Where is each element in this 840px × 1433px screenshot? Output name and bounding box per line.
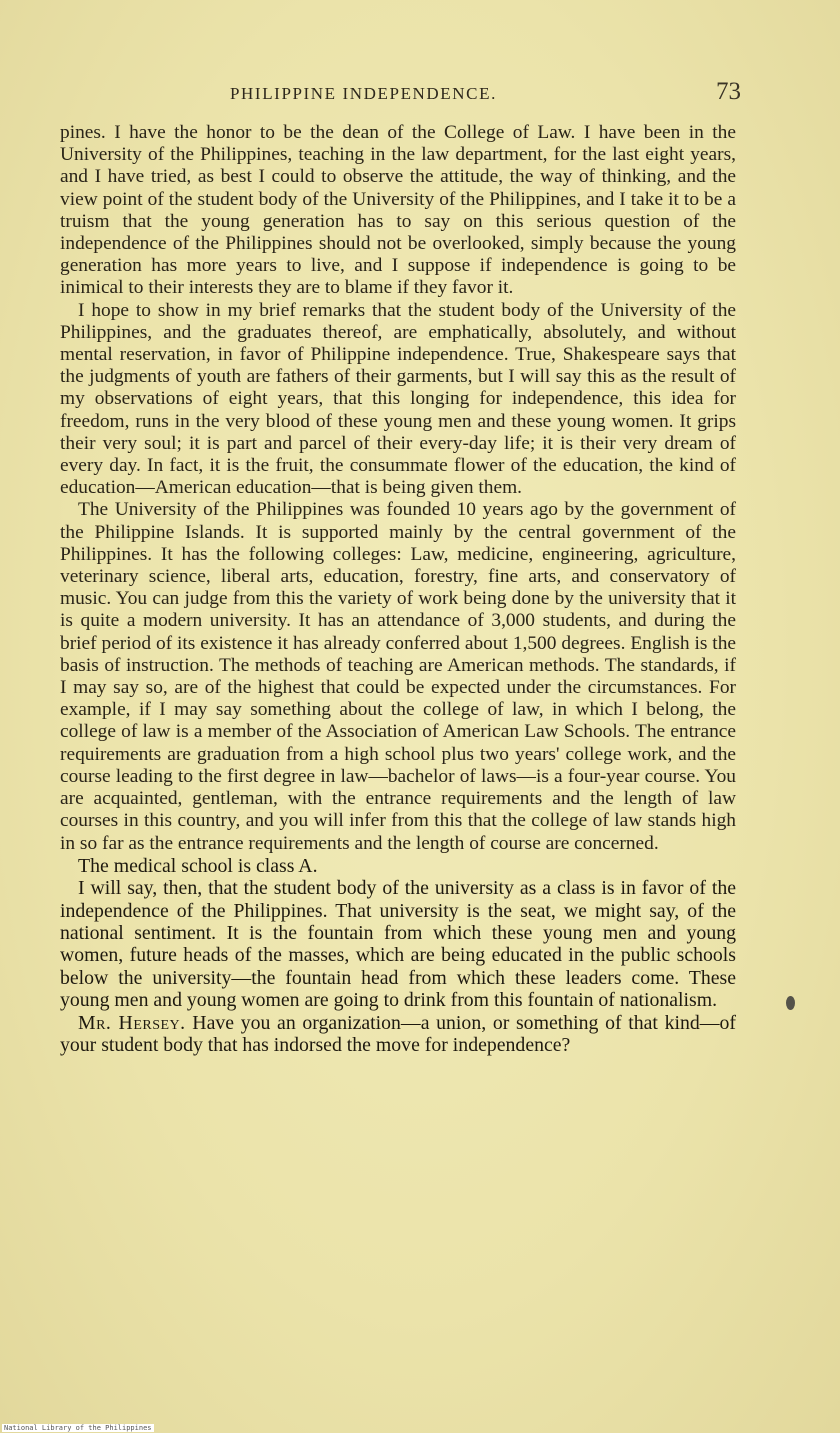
library-watermark: National Library of the Philippines <box>4 1424 152 1432</box>
speaker-question: Have you an organization—a union, or something of that kind—of your student body that has indorsed the move for independence? <box>60 1011 736 1056</box>
page-number: 73 <box>716 78 741 105</box>
running-head: PHILIPPINE INDEPENDENCE. <box>230 84 497 103</box>
ink-blot <box>786 996 795 1010</box>
paragraph-2: I hope to show in my brief remarks that the student body of the University of the Philippines, and the graduates thereof, are emphatically, absolutely, and without mental reservation, in favor of Philippine independence. True, Shakespeare says that the judgments of youth are fathers of their garments, but I will say this as the result of my observations of eight years, that this longing for independence, this idea for freedom, runs in the very blood of these young men and these young women. It grips their very soul; it is part and parcel of their every-day life; it is their very dream of every day. In fact, it is the fruit, the consummate flower of the education, the kind of education—American education—that is being given them. <box>60 299 736 499</box>
body-text <box>60 122 736 1056</box>
paragraph-3: The University of the Philippines was founded 10 years ago by the government of the Philippine Islands. It is supported mainly by the central government of the Philippines. It has the following colleges: Law, medicine, engineering, agriculture, veterinary science, liberal arts, education, forestry, fine arts, and conservatory of music. You can judge from this the variety of work being done by the university that it is quite a modern university. It has an attendance of 3,000 students, and during the brief period of its existence it has already conferred about 1,500 degrees. English is the basis of instruction. The methods of teaching are American methods. The standards, if I may say so, are of the highest that could be expected under the circumstances. For example, if I may say something about the college of law, in which I belong, the college of law is a member of the Association of American Law Schools. The entrance requirements are graduation from a high school plus two years' college work, and the course leading to the first degree in law—bachelor of laws—is a four-year course. You are acquainted, gentleman, with the entrance requirements and the length of law courses in this country, and you will infer from this that the college of law stands high in so far as the entrance requirements and the length of course are concerned. <box>60 499 736 854</box>
paragraph-5: I will say, then, that the student body of the university as a class is in favor of the independence of the Philippines. That university is the seat, we might say, of the national sentiment. It is the fountain from which these young men and young women, future heads of the masses, which are being educated in the public schools below the university—the fountain head from which these leaders come. These young men and young women are going to drink from this fountain of nationalism. <box>60 877 736 1012</box>
paragraph-1: pines. I have the honor to be the dean of the College of Law. I have been in the University of the Philippines, teaching in the law department, for the last eight years, and I have tried, as best I could to observe the attitude, the way of thinking, and the view point of the student body of the University of the Philippines, and I take it to be a truism that the young generation has to say on this serious question of the independence of the Philippines should not be overlooked, simply because the young generation has more years to live, and I suppose if independence is going to be inimical to their interests they are to blame if they favor it. <box>60 122 736 299</box>
paragraph-6 <box>60 1012 736 1057</box>
speaker-name: Mr. Hersey. <box>78 1011 186 1034</box>
paragraph-4: The medical school is class A. <box>78 854 318 877</box>
page-header <box>0 78 840 108</box>
